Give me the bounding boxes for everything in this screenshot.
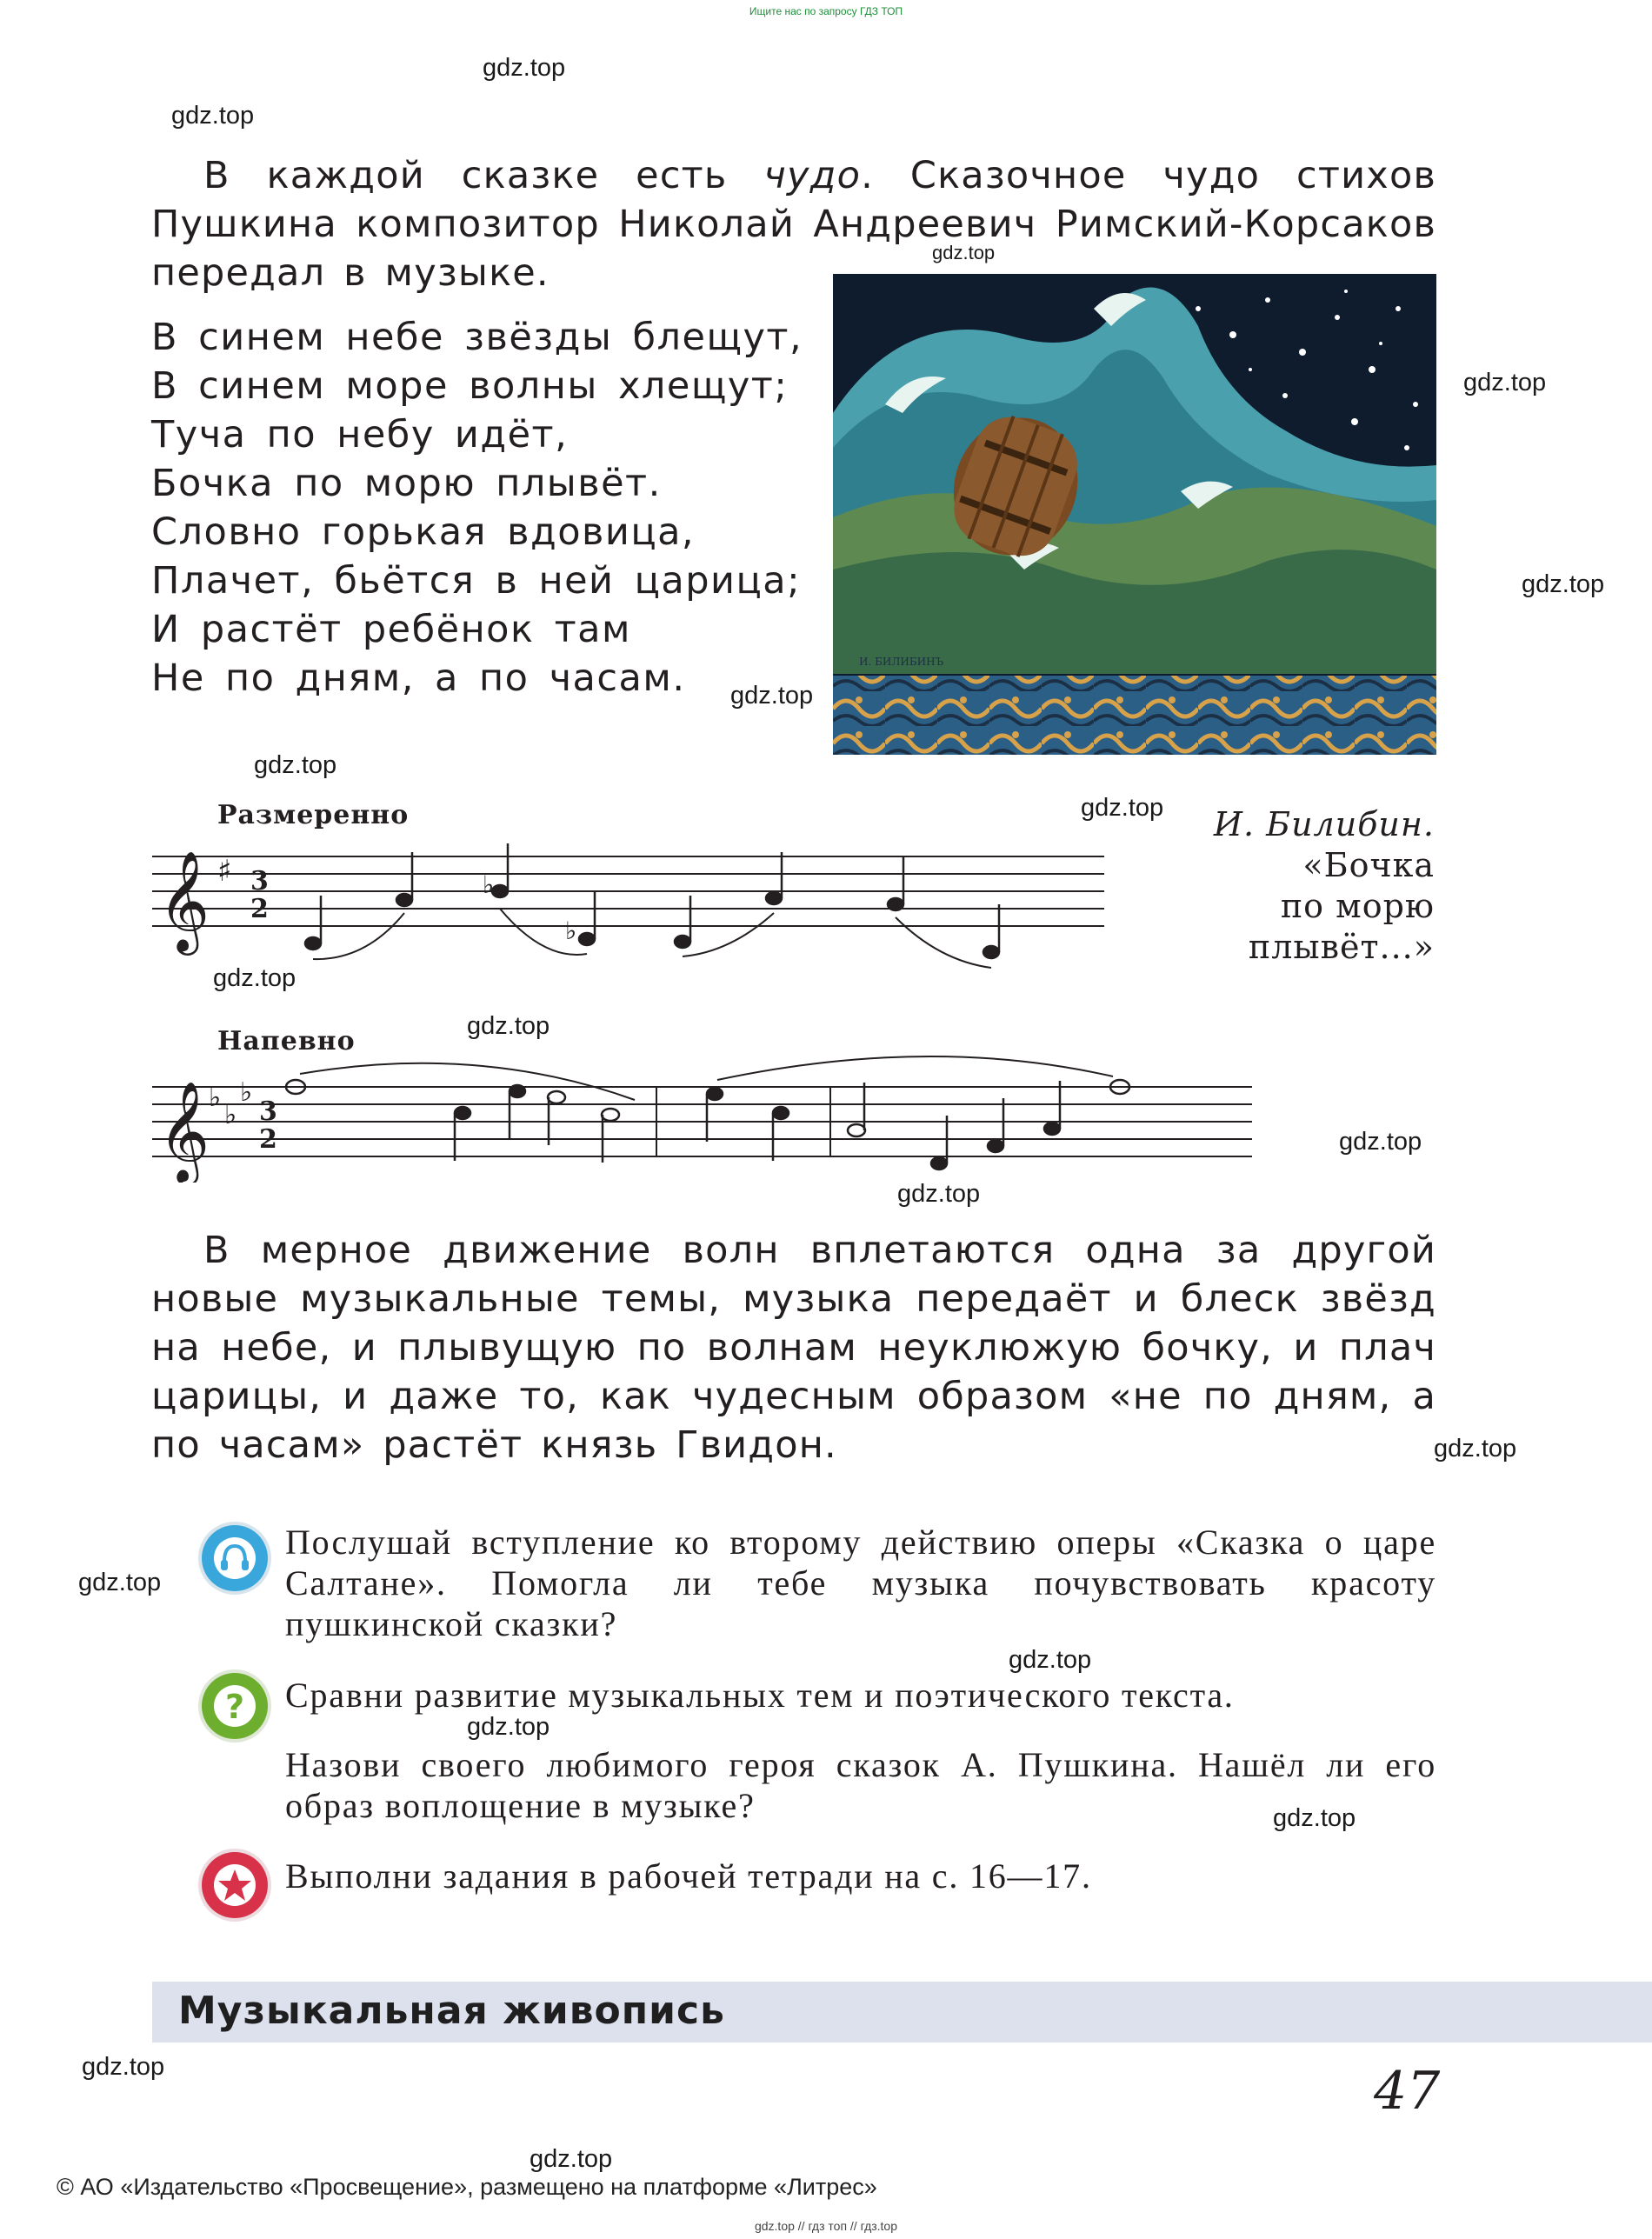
svg-text:2: 2 — [259, 1124, 277, 1155]
svg-text:♭: ♭ — [209, 1083, 222, 1113]
svg-text:3: 3 — [250, 866, 269, 896]
description-paragraph — [151, 1226, 1436, 1469]
svg-text:♭: ♭ — [240, 1077, 253, 1108]
watermark: gdz.top — [1273, 1804, 1356, 1832]
watermark: gdz.top — [1463, 369, 1547, 396]
svg-text:♭: ♭ — [565, 916, 577, 945]
question-badge — [202, 1673, 268, 1739]
poem-line: В синем небе звёзды блещут, — [151, 316, 803, 359]
watermark: gdz.top — [1081, 794, 1164, 822]
task-listen-text: Послушай вступление ко второму действию оперы «Сказка о царе Салтане». Помогла ли тебе музыка почувствовать красоту пушкинской сказки? — [285, 1523, 1436, 1643]
watermark: gdz.top — [932, 242, 996, 263]
caption-line: по морю — [1280, 887, 1435, 925]
watermark: gdz.top — [897, 1180, 981, 1208]
question-icon — [202, 1673, 268, 1739]
watermark: gdz.top — [1522, 570, 1605, 598]
music-score-2 — [148, 1052, 1256, 1183]
poem-line: Словно горькая вдовица, — [151, 510, 696, 554]
illustration-caption — [1214, 804, 1435, 968]
workbook-badge — [202, 1852, 268, 1918]
task-workbook-text: Выполни задания в рабочей тетради на с. 16—17. — [285, 1856, 1092, 1896]
svg-text:♭: ♭ — [224, 1100, 237, 1130]
watermark: gdz.top — [1009, 1646, 1092, 1674]
watermark: gdz.top — [467, 1713, 550, 1741]
svg-text:𝄞: 𝄞 — [158, 1080, 210, 1182]
watermark: gdz.top — [530, 2145, 613, 2173]
task-question-1-text: Сравни развитие музыкальных тем и поэтического текста. — [285, 1676, 1235, 1715]
listen-badge — [202, 1525, 268, 1591]
watermark: gdz.top — [82, 2053, 165, 2081]
section-title: Музыкальная живопись — [178, 1989, 725, 2033]
task-workbook — [285, 1856, 1436, 1896]
poem — [151, 313, 803, 703]
task-question-2-text: Назови своего любимого героя сказок А. Пушкина. Нашёл ли его образ воплощение в музыке? — [285, 1745, 1436, 1825]
task-listen — [285, 1522, 1436, 1644]
svg-text:?: ? — [224, 1688, 245, 1726]
poem-line: Не по дням, а по часам. — [151, 656, 686, 700]
artist-signature: И. БИЛИБИНЪ — [859, 656, 944, 668]
watermark: gdz.top — [1434, 1435, 1517, 1463]
headphones-icon — [202, 1525, 268, 1591]
svg-text:𝄞: 𝄞 — [158, 850, 210, 951]
score1-tempo: Размеренно — [217, 800, 410, 830]
description-text: В мерное движение волн вплетаются одна за другой новые музыкальные темы, музыка передаёт и блеск звёзд на небе, и плывущую по волнам неуклюжую бочку, и плач царицы, и даже то, как чудесным образом «не по дням, а по часам» растёт князь Гвидон. — [151, 1229, 1436, 1467]
intro-text-end: . Сказочное чудо стихов Пушкина композитор Николай Андреевич Римский-Корсаков передал в музыке. — [151, 154, 1436, 295]
watermark: gdz.top — [1339, 1128, 1422, 1156]
section-bar — [152, 1982, 1652, 2042]
task-question-2 — [285, 1744, 1436, 1826]
bilibin-illustration — [833, 274, 1436, 755]
intro-text-start: В каждой сказке есть — [203, 154, 764, 197]
poem-line: И растёт ребёнок там — [151, 608, 631, 651]
watermark: gdz.top — [730, 682, 814, 710]
task-question-1 — [285, 1675, 1436, 1716]
wave-barrel-picture — [833, 274, 1436, 755]
score2-tempo: Напевно — [217, 1026, 356, 1056]
svg-text:3: 3 — [259, 1096, 277, 1127]
watermark: gdz.top — [171, 102, 255, 130]
star-icon — [202, 1852, 268, 1918]
poem-line: Туча по небу идёт, — [151, 413, 569, 456]
caption-line: плывёт...» — [1248, 928, 1435, 966]
watermark: gdz.top — [254, 751, 337, 779]
watermark: gdz.top — [467, 1012, 550, 1040]
music-score-1 — [148, 830, 1113, 978]
poem-line: В синем море волны хлещут; — [151, 364, 789, 408]
copyright: © АО «Издательство «Просвещение», размещено на платформе «Литрес» — [57, 2174, 877, 2200]
watermark: gdz.top — [483, 54, 566, 82]
svg-text:♯: ♯ — [217, 854, 232, 889]
watermark: gdz.top — [78, 1569, 162, 1596]
svg-text:♭: ♭ — [483, 870, 495, 899]
poem-line: Плачет, бьётся в ней царица; — [151, 559, 802, 603]
watermark: gdz.top — [213, 964, 296, 992]
footer-note: gdz.top // гдз топ // гдз.top — [754, 2219, 898, 2233]
intro-emphasis: чудо — [763, 154, 862, 197]
page-number: 47 — [1374, 2061, 1441, 2122]
poem-line: Бочка по морю плывёт. — [151, 462, 662, 505]
header-note: Ищите нас по запросу ГДЗ ТОП — [749, 5, 903, 17]
svg-text:2: 2 — [250, 894, 269, 924]
caption-line: «Бочка — [1302, 846, 1435, 884]
caption-author: И. Билибин. — [1213, 805, 1435, 843]
